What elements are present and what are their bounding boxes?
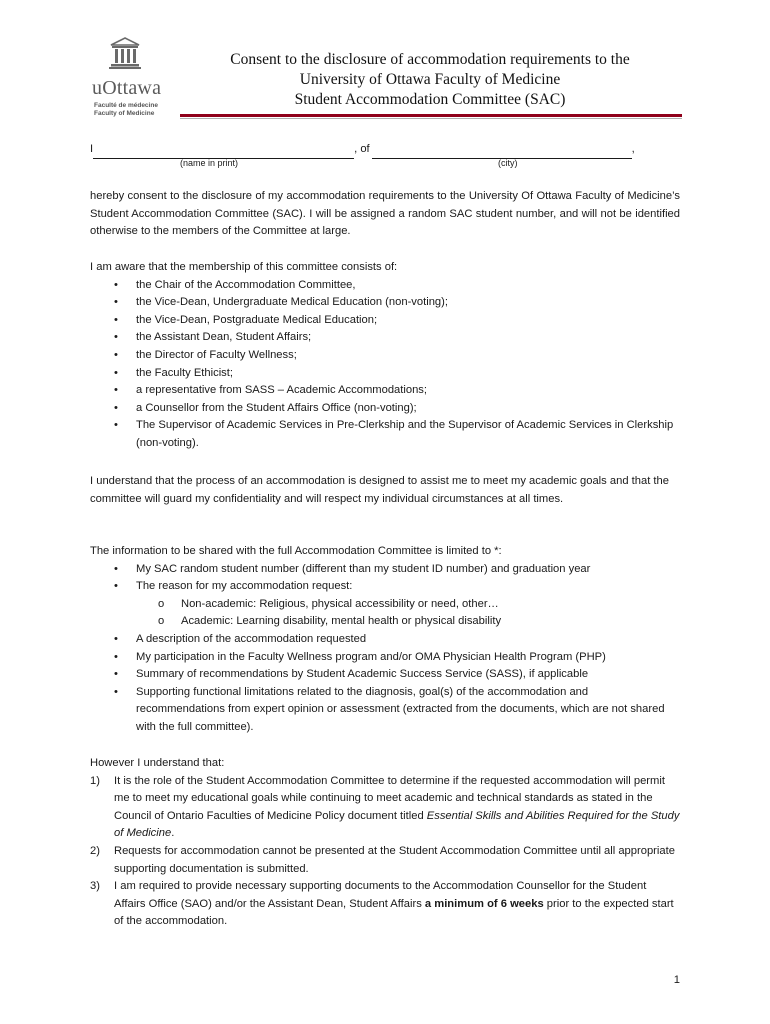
list-item: • a Counsellor from the Student Affairs Office (non-voting);	[114, 401, 417, 414]
numbered-item: 3) I am required to provide necessary supporting documents to the Accommodation Counsellor for the Student Affairs Office (SAO) and/or the Assistant Dean, Student Affairs a minimum of 6 weeks prior to the expected start of the accommodation.	[90, 880, 674, 928]
list-item: • the Assistant Dean, Student Affairs;	[114, 331, 312, 344]
list-item: • My SAC random student number (different than my student ID number) and graduation year	[114, 562, 591, 575]
sub-list-item: o Non-academic: Religious, physical accessibility or need, other…	[158, 597, 499, 610]
information-section	[90, 543, 680, 737]
consent-paragraph: hereby consent to the disclosure of my accommodation requirements to the University Of Ottawa Faculty of Medicine’s Student Accommodation Committee (SAC). I will be assigned a random SAC student number, and will not be identified otherwise to the members of the Committee at large.	[90, 190, 680, 238]
membership-intro: I am aware that the membership of this committee consists of:	[90, 261, 398, 273]
university-crest-icon	[108, 36, 142, 70]
i-label: I	[90, 143, 94, 156]
list-item: • the Vice-Dean, Undergraduate Medical Education (non-voting);	[114, 296, 448, 309]
document-title	[180, 50, 680, 110]
signature-fill-row	[90, 141, 680, 159]
logo-subtitle	[94, 102, 158, 118]
list-item: • the Chair of the Accommodation Committee,	[114, 278, 356, 291]
list-item: • the Director of Faculty Wellness;	[114, 348, 297, 361]
logo-subtitle-en: Faculty of Medicine	[94, 110, 155, 117]
membership-section	[90, 259, 680, 453]
title-divider	[180, 118, 682, 119]
trailing-comma: ,	[631, 143, 635, 156]
list-item: • Supporting functional limitations related to the diagnosis, goal(s) of the accommodation and recommendations from expert opinion or assessment (extracted from the documents, which are not shared with the full committee).	[114, 685, 665, 733]
sub-list-item: o Academic: Learning disability, mental health or physical disability	[158, 615, 502, 628]
logo-subtitle-fr: Faculté de médecine	[94, 102, 158, 109]
city-field[interactable]	[372, 145, 632, 159]
list-item: • The reason for my accommodation request:	[114, 580, 353, 593]
list-item: • Summary of recommendations by Student Academic Success Service (SASS), if applicable	[114, 668, 589, 681]
title-accent-rule	[180, 114, 682, 117]
information-intro: The information to be shared with the full Accommodation Committee is limited to *:	[90, 545, 502, 557]
process-paragraph: I understand that the process of an accommodation is designed to assist me to meet my academic goals and that the committee will guard my confidentiality and will respect my individual circumstances at all times.	[90, 475, 669, 505]
numbered-item: 1) It is the role of the Student Accommodation Committee to determine if the requested accommodation will permit me to meet my educational goals while continuing to meet academic and technical standards as stated in the Council of Ontario Faculties of Medicine Policy document titled Essential Skills and Abilities Required for the Study of Medicine.	[90, 774, 680, 840]
list-item: • A description of the accommodation requested	[114, 632, 367, 645]
logo-wordmark: uOttawa	[92, 77, 162, 99]
list-item: • the Faculty Ethicist;	[114, 366, 233, 379]
information-list-continued	[90, 631, 680, 737]
list-item: • My participation in the Faculty Wellness program and/or OMA Physician Health Program (PHP)	[114, 650, 606, 663]
name-field[interactable]	[93, 145, 354, 159]
name-caption: (name in print)	[180, 158, 239, 168]
list-item: • The Supervisor of Academic Services in Pre-Clerkship and the Supervisor of Academic Services in Clerkship (non-voting).	[114, 419, 674, 449]
title-line-1: Consent to the disclosure of accommodation requirements to the	[230, 51, 630, 68]
of-label: , of	[354, 143, 370, 156]
membership-list	[90, 277, 680, 453]
title-line-3: Student Accommodation Committee (SAC)	[294, 91, 566, 108]
page-number: 1	[673, 974, 680, 986]
reason-sublist	[90, 596, 680, 631]
however-list	[90, 773, 680, 931]
list-item: • a representative from SASS – Academic Accommodations;	[114, 384, 428, 397]
however-section	[90, 755, 680, 931]
city-caption: (city)	[498, 158, 518, 168]
title-line-2: University of Ottawa Faculty of Medicine	[299, 71, 561, 88]
information-list	[90, 561, 680, 596]
numbered-item: 2) Requests for accommodation cannot be presented at the Student Accommodation Committee until all appropriate supporting documentation is submitted.	[90, 844, 675, 875]
however-intro: However I understand that:	[90, 757, 225, 769]
list-item: • the Vice-Dean, Postgraduate Medical Education;	[114, 313, 378, 326]
